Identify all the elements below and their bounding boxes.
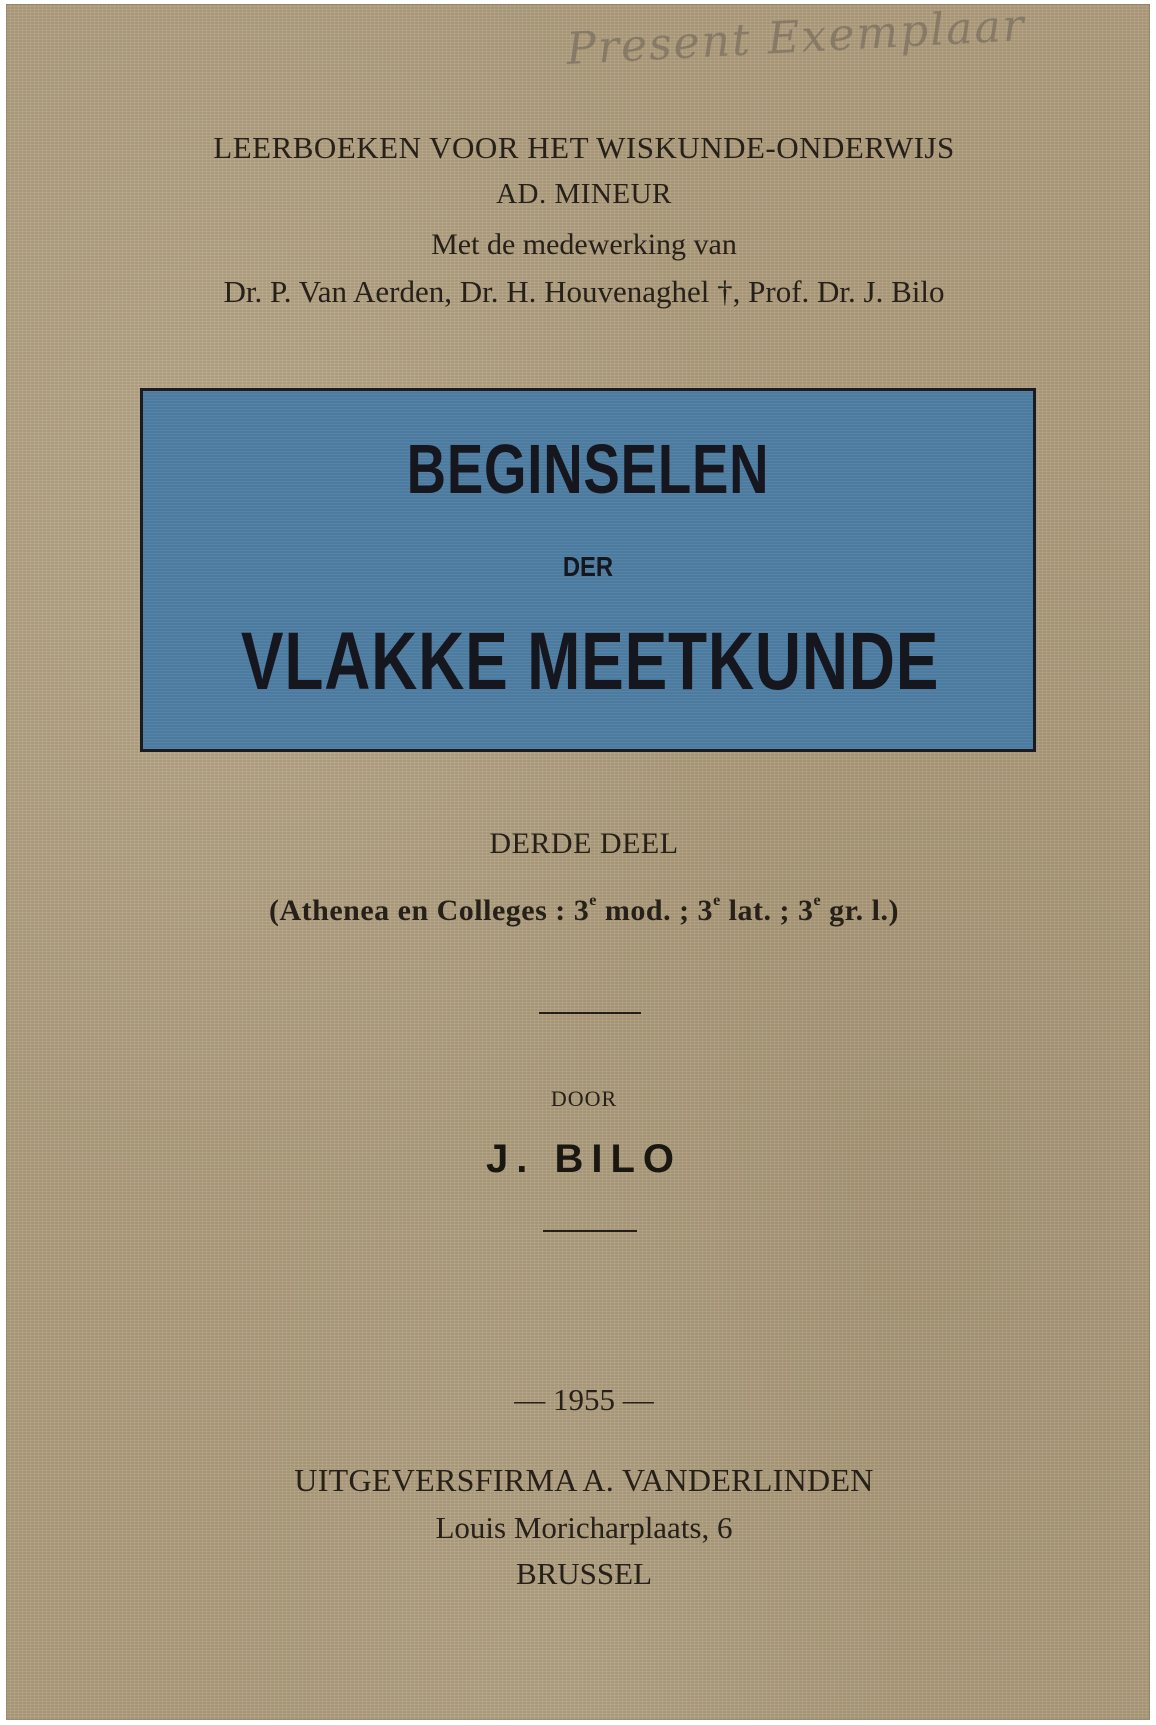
author-name: J. BILO: [485, 1137, 683, 1181]
series-editor: AD. MINEUR: [496, 178, 672, 210]
divider-bottom: [543, 1230, 637, 1232]
audience-sup-2: e: [713, 892, 721, 909]
collaboration-intro: Met de medewerking van: [431, 228, 737, 261]
title-line-2: DER: [562, 551, 614, 582]
audience-sup-1: e: [589, 892, 597, 909]
publisher-address: Louis Moricharplaats, 6: [435, 1510, 733, 1545]
title-line-3: VLAKKE MEETKUNDE: [240, 616, 940, 707]
publisher-city: BRUSSEL: [515, 1556, 653, 1591]
title-line-1: BEGINSELEN: [406, 430, 770, 508]
handwritten-stamp: Present Exemplaar: [565, 0, 1027, 75]
audience-sup-3: e: [813, 892, 822, 909]
audience-suffix: gr. l.): [821, 894, 899, 927]
byline-label: DOOR: [550, 1086, 618, 1111]
audience-prefix: (Athenea en Colleges : 3: [269, 894, 590, 927]
title-panel: [140, 388, 1036, 752]
audience-mid-2: lat. ; 3: [720, 894, 814, 927]
collaborators: Dr. P. Van Aerden, Dr. H. Houvenaghel †, Prof. Dr. J. Bilo: [223, 274, 945, 309]
audience-mid-1: mod. ; 3: [596, 894, 714, 927]
volume-label: DERDE DEEL: [489, 827, 679, 860]
divider-top: [539, 1012, 641, 1014]
audience-note: [6, 894, 1156, 928]
book-cover: [6, 0, 1150, 1720]
publisher-name: UITGEVERSFIRMA A. VANDERLINDEN: [294, 1462, 874, 1498]
publication-year: — 1955 —: [514, 1382, 654, 1417]
series-title: LEERBOEKEN VOOR HET WISKUNDE-ONDERWIJS: [213, 130, 955, 165]
